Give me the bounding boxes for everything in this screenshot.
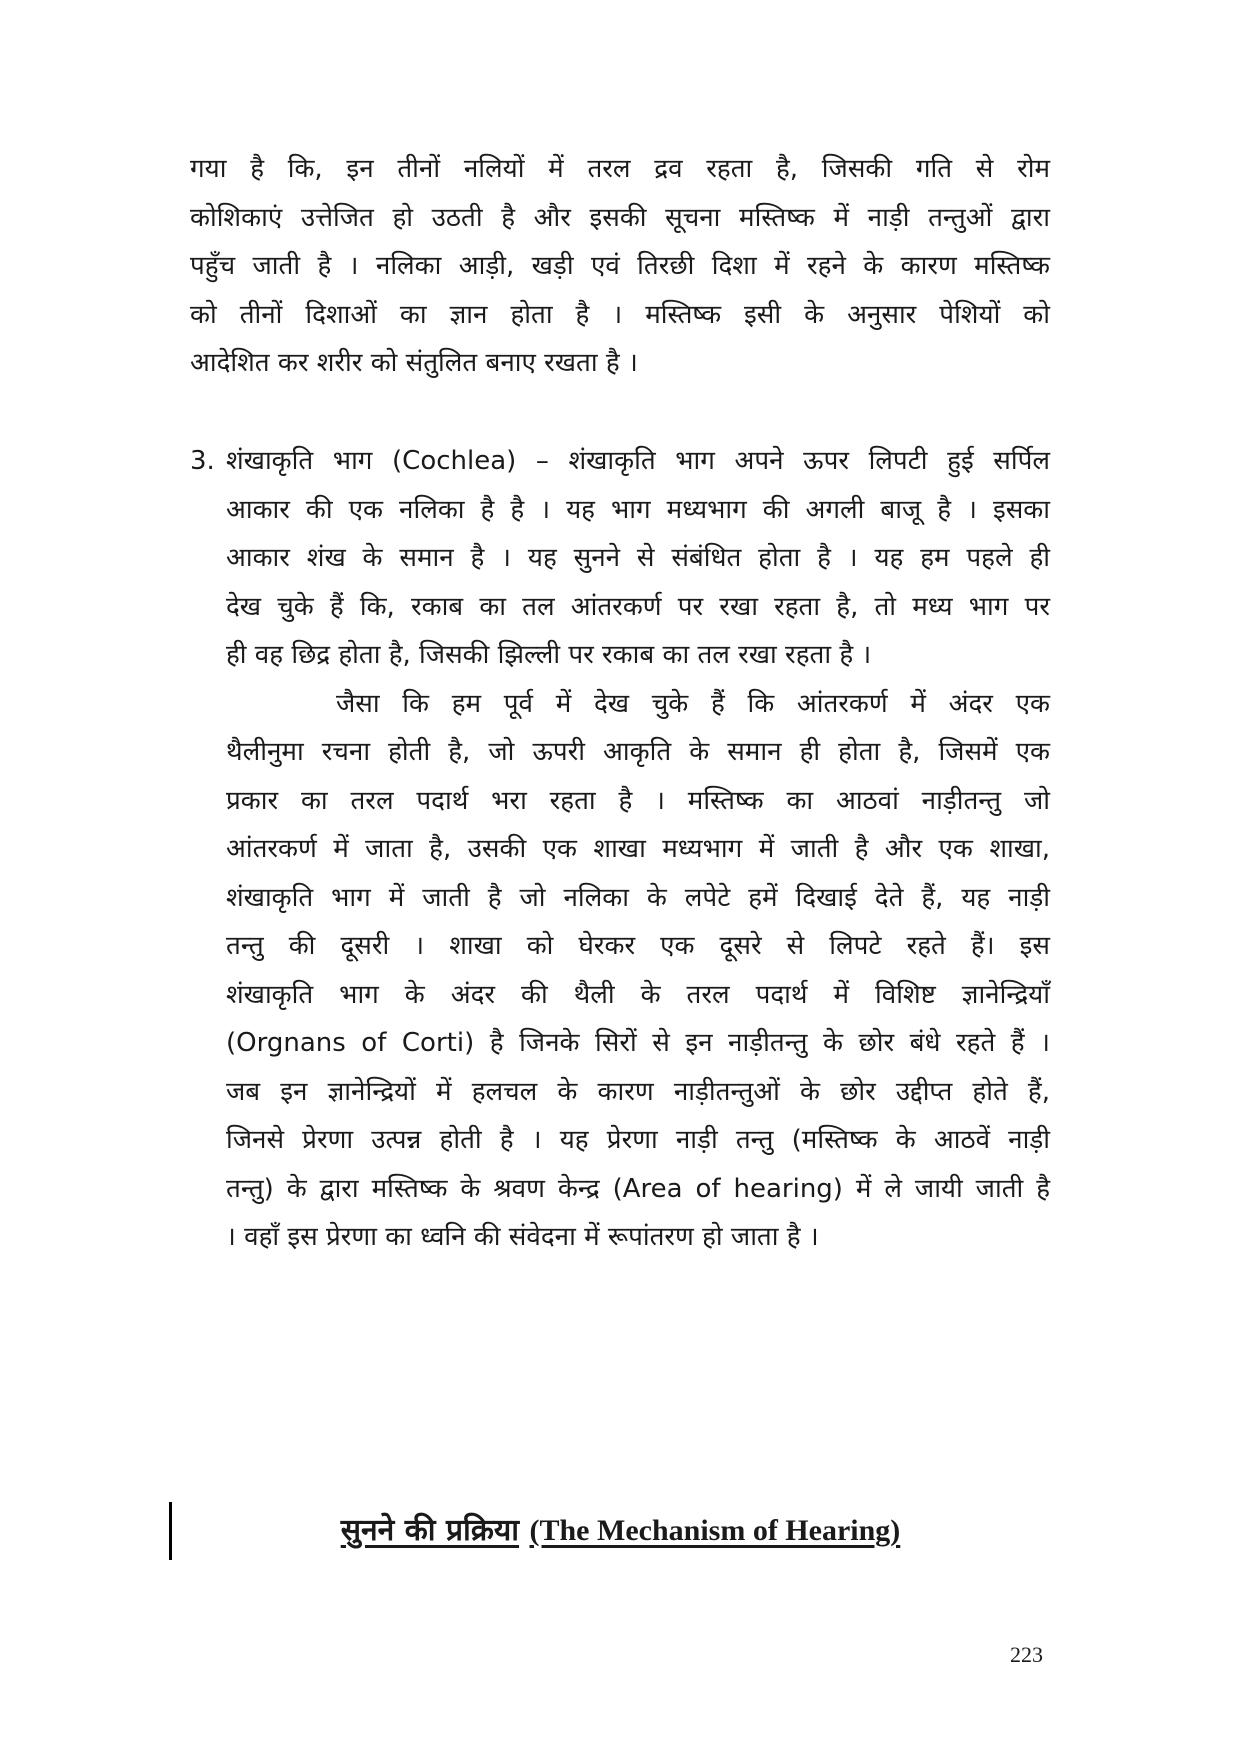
text-line: जिनसे प्रेरणा उत्पन्न होती है । यह प्रेरणा नाड़ी तन्तु (मस्तिष्क के आठवें नाड़ी	[226, 1125, 1050, 1155]
list-number: 3.	[190, 446, 215, 476]
heading-english: (The Mechanism of Hearing)	[529, 1514, 901, 1547]
text-line: ही वह छिद्र होता है, जिसकी झिल्ली पर रकाब का तल रखा रहता है ।	[226, 640, 872, 670]
text-line: जैसा कि हम पूर्व में देख चुके हैं कि आंतरकर्ण में अंदर एक	[336, 688, 1050, 719]
text-line: शंखाकृति भाग (Cochlea) – शंखाकृति भाग अपने ऊपर लिपटी हुई सर्पिल	[226, 446, 1050, 476]
text-line: प्रकार का तरल पदार्थ भरा रहता है । मस्तिष्क का आठवां नाड़ीतन्तु जो	[226, 785, 1050, 816]
text-line: आंतरकर्ण में जाता है, उसकी एक शाखा मध्यभाग में जाती है और एक शाखा,	[226, 834, 1050, 864]
text-line: (Orgnans of Corti) है जिनके सिरों से इन नाड़ीतन्तु के छोर बंधे रहते हैं ।	[226, 1028, 1050, 1058]
text-line: आकार शंख के समान है । यह सुनने से संबंधित होता है । यह हम पहले ही	[226, 543, 1050, 573]
text-line: तन्तु) के द्वारा मस्तिष्क के श्रवण केन्द्र (Area of hearing) में ले जायी जाती है	[226, 1173, 1050, 1204]
section-cochlea-body	[226, 437, 1050, 1262]
text-line: देख चुके हैं कि, रकाब का तल आंतरकर्ण पर रखा रहता है, तो मध्य भाग पर	[226, 591, 1050, 622]
heading-hindi: सुनने की प्रक्रिया	[340, 1513, 520, 1548]
section-cochlea	[190, 437, 1050, 1262]
text-line: आदेशित कर शरीर को संतुलित बनाए रखता है ।	[190, 348, 638, 378]
text-line: को तीनों दिशाओं का ज्ञान होता है । मस्तिष्क इसी के अनुसार पेशियों को	[190, 299, 1050, 330]
text-line: शंखाकृति भाग में जाती है जो नलिका के लपेटे हमें दिखाई देते हैं, यह नाड़ी	[226, 882, 1050, 913]
text-line: गया है कि, इन तीनों नलियों में तरल द्रव रहता है, जिसकी गति से रोम	[190, 154, 1050, 184]
section-heading	[0, 1508, 1241, 1549]
page-number: 223	[1010, 1642, 1043, 1667]
text-line: जब इन ज्ञानेन्द्रियों में हलचल के कारण नाड़ीतन्तुओं के छोर उद्दीप्त होते हैं,	[226, 1076, 1050, 1107]
text-line: थैलीनुमा रचना होती है, जो ऊपरी आकृति के समान ही होता है, जिसमें एक	[226, 737, 1050, 767]
text-line: शंखाकृति भाग के अंदर की थैली के तरल पदार्थ में विशिष्ट ज्ञानेन्द्रियाँ	[226, 979, 1050, 1010]
text-line: पहुँच जाती है । नलिका आड़ी, खड़ी एवं तिरछी दिशा में रहने के कारण मस्तिष्क	[190, 251, 1050, 281]
paragraph-semicircular-canals	[190, 145, 1050, 388]
text-line: तन्तु की दूसरी । शाखा को घेरकर एक दूसरे से लिपटे रहते हैं। इस	[226, 931, 1050, 961]
text-line: । वहाँ इस प्रेरणा का ध्वनि की संवेदना में रूपांतरण हो जाता है ।	[226, 1222, 819, 1252]
text-line: कोशिकाएं उत्तेजित हो उठती है और इसकी सूचना मस्तिष्क में नाड़ी तन्तुओं द्वारा	[190, 202, 1050, 233]
text-line: आकार की एक नलिका है है । यह भाग मध्यभाग की अगली बाजू है । इसका	[226, 494, 1050, 525]
